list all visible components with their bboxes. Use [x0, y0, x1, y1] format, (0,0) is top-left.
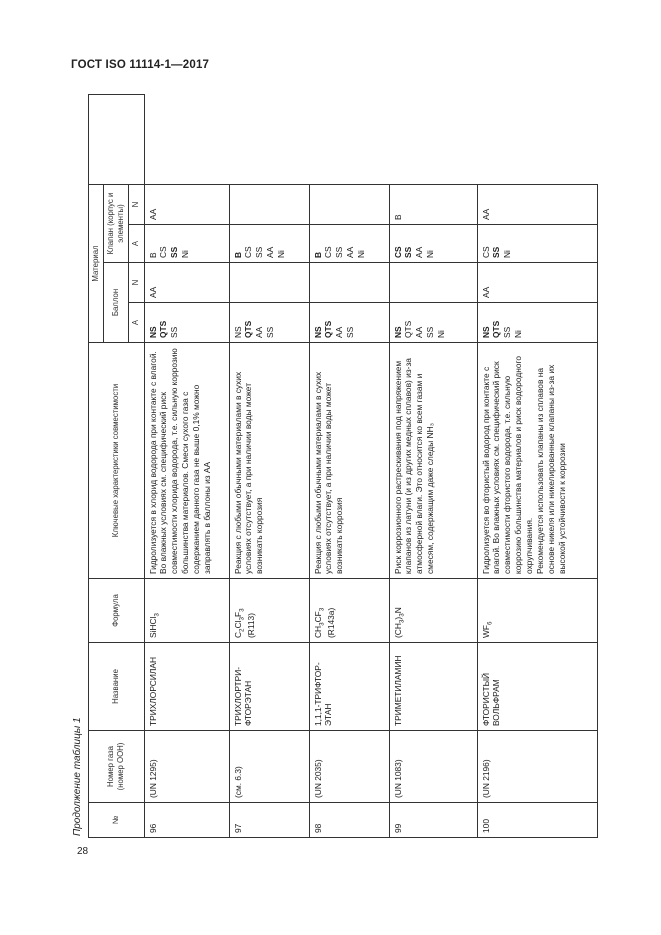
header-valve-a: A — [129, 225, 144, 263]
formula-text — [233, 583, 247, 638]
material-code: QTS — [323, 320, 334, 338]
table-row — [229, 94, 309, 837]
material-code: NS — [232, 326, 243, 338]
header-cylinder-a: A — [129, 303, 144, 343]
table-caption: Продолжение таблицы 1 — [72, 717, 83, 836]
header-valve: Клапан (корпус и элементы) — [104, 184, 129, 262]
valve-a — [477, 225, 597, 263]
header-cylinder-n: N — [129, 263, 144, 303]
material-code: B — [312, 251, 323, 258]
un-number: (UN 2035) — [309, 731, 389, 803]
characteristics-paragraph: Гидролизуется в хлорид водорода при контакте с влагой. Во влажных условиях см. специфический риск совместимости хлорида водорода, т.е. сильную коррозию большинства материалов. Смеси сухого газа с содержанием данного газа не выше 0,1% можно заправлять в баллоны из АА — [147, 348, 213, 574]
formula-text — [148, 583, 162, 638]
material-code: QTS — [403, 320, 414, 338]
formula — [477, 579, 597, 643]
material-code: AA — [414, 246, 425, 258]
material-code: QTS — [158, 320, 169, 338]
compatibility-table — [88, 94, 598, 838]
material-code: Ni — [356, 250, 367, 258]
material-code: Ni — [425, 250, 436, 258]
formula-part: ) — [392, 616, 403, 620]
material-code: AA — [265, 246, 276, 258]
header-empty — [89, 94, 145, 184]
formula-subscript: 3 — [398, 613, 406, 617]
header-formula: Формула — [89, 579, 145, 643]
formula-part: (CH — [392, 623, 403, 638]
gas-name: ФТОРИСТЫЙ ВОЛЬФРАМ — [477, 643, 597, 731]
formula-subscript: 3 — [318, 622, 326, 626]
valve-n — [144, 184, 229, 224]
material-code: CS — [323, 246, 334, 258]
characteristics-paragraph: Гидролизуется во фтористый водород при контакте с влагой. Во влажных условиях см. специфический риск совместимости фтористого водорода, т.е. сильную коррозию большинства материалов и риск водородного охрупчивания. — [480, 355, 535, 574]
material-code: SS — [254, 246, 265, 258]
formula-note: (R143a) — [326, 607, 337, 638]
material-code: Ni — [276, 250, 287, 258]
material-code: AA — [480, 286, 491, 298]
characteristics-paragraph: Реакция с любыми обычными материалами в сухих условиях отсутствует, а при наличии воды может возникать коррозия — [232, 371, 265, 574]
characteristics — [477, 343, 597, 579]
material-code: AA — [147, 286, 158, 298]
material-code: SS — [403, 246, 414, 258]
material-code: AA — [147, 208, 158, 220]
formula — [389, 579, 477, 643]
formula-part: C — [232, 631, 243, 638]
row-number: 98 — [309, 803, 389, 838]
header-name: Название — [89, 643, 145, 731]
valve-n — [229, 184, 309, 224]
formula-part: WF — [480, 624, 491, 638]
material-code: B — [147, 252, 158, 258]
formula-part: N — [392, 607, 403, 614]
material-code: NS — [392, 326, 403, 338]
formula-text — [313, 583, 327, 638]
cylinder-a — [229, 303, 309, 343]
gas-name: 1,1,1-ТРИФТОР-ЭТАН — [309, 643, 389, 731]
characteristics — [309, 343, 389, 579]
characteristics-paragraph: Реакция с любыми обычными материалами в сухих условиях отсутствует, а при наличии воды может возникать коррозия — [312, 371, 345, 574]
material-code: SS — [265, 326, 276, 338]
formula-part: SiHCl — [147, 616, 158, 638]
valve-n — [389, 184, 477, 224]
formula-text — [481, 583, 495, 638]
cylinder-n — [389, 263, 477, 303]
formula-subscript: 3 — [238, 608, 246, 612]
formula-part: CF — [312, 611, 323, 623]
characteristics — [144, 343, 229, 579]
characteristics-paragraph: Риск коррозионного растрескивания под напряжением клапанов из латуни (и из других медных сплавов) из-за атмосферной влаги. Это относится ко всем газам и смесям, содержащим даже следы NH₃ — [392, 358, 436, 574]
formula-subscript: 3 — [398, 619, 406, 624]
cylinder-n — [309, 263, 389, 303]
formula-part: Cl — [232, 620, 243, 629]
header-cylinder: Баллон — [104, 263, 129, 343]
formula-subscript: 3 — [238, 616, 246, 621]
table-row — [389, 94, 477, 837]
header-number: № — [89, 803, 145, 838]
material-code: AA — [480, 208, 491, 220]
header-valve-n: N — [129, 184, 144, 224]
material-code: AA — [345, 246, 356, 258]
characteristics-paragraph: Рекомендуется использовать клапаны из сплавов на основе никеля или никелированные клапаны из-за их высокой устойчивости к коррозии — [535, 364, 567, 574]
un-number: (см. 6.3) — [229, 731, 309, 803]
material-code: QTS — [491, 320, 502, 338]
valve-n — [477, 184, 597, 224]
valve-a — [389, 225, 477, 263]
gas-name: ТРИМЕТИЛАМИН — [389, 643, 477, 731]
material-code: CS — [243, 246, 254, 258]
characteristics — [389, 343, 477, 579]
cylinder-a — [389, 303, 477, 343]
cylinder-n — [144, 263, 229, 303]
material-code: SS — [334, 246, 345, 258]
material-code: AA — [254, 326, 265, 338]
cylinder-n — [477, 263, 597, 303]
header-un-number: Номер газа (номер ООН) — [89, 731, 145, 803]
material-code: AA — [414, 326, 425, 338]
header-characteristics: Ключевые характеристики совместимости — [89, 343, 145, 579]
material-code: CS — [480, 246, 491, 258]
material-code: AA — [334, 326, 345, 338]
formula-text — [393, 583, 407, 638]
rotated-content — [71, 94, 567, 838]
gas-name: ТРИХЛОРТРИ-ФТОРЭТАН — [229, 643, 309, 731]
formula-subscript: 6 — [486, 621, 494, 625]
material-code: NS — [312, 326, 323, 338]
un-number: (UN 2196) — [477, 731, 597, 803]
material-code: NS — [480, 326, 491, 338]
row-number: 100 — [477, 803, 597, 838]
valve-a — [309, 225, 389, 263]
cylinder-a — [144, 303, 229, 343]
material-code: B — [392, 214, 403, 220]
material-code: Ni — [502, 250, 513, 258]
cylinder-a — [309, 303, 389, 343]
valve-a — [229, 225, 309, 263]
formula-subscript: 3 — [318, 607, 326, 612]
table-row — [309, 94, 389, 837]
un-number: (UN 1295) — [144, 731, 229, 803]
header-material: Материал — [89, 184, 104, 342]
row-number: 99 — [389, 803, 477, 838]
row-number: 96 — [144, 803, 229, 838]
formula — [229, 579, 309, 643]
valve-a — [144, 225, 229, 263]
formula-subscript: 2 — [238, 628, 246, 632]
material-code: Ni — [436, 330, 447, 338]
page-number: 28 — [77, 846, 89, 857]
material-code: CS — [392, 246, 403, 258]
rotated-page-area — [71, 94, 567, 838]
formula-part: F — [232, 611, 243, 617]
material-code: Ni — [513, 330, 524, 338]
characteristics — [229, 343, 309, 579]
table-row — [144, 94, 229, 837]
row-number: 97 — [229, 803, 309, 838]
material-code: Ni — [180, 250, 191, 258]
formula-note: (R113) — [246, 613, 257, 638]
material-code: SS — [169, 326, 180, 338]
material-code: SS — [502, 326, 513, 338]
formula — [144, 579, 229, 643]
material-code: QTS — [243, 320, 254, 338]
material-code: SS — [169, 246, 180, 258]
table-row — [477, 94, 597, 837]
cylinder-a — [477, 303, 597, 343]
un-number: (UN 1083) — [389, 731, 477, 803]
formula-subscript: 3 — [153, 613, 161, 617]
material-code: NS — [147, 326, 158, 338]
valve-n — [309, 184, 389, 224]
document-header: ГОСТ ISO 11114-1—2017 — [71, 59, 210, 71]
formula — [309, 579, 389, 643]
formula-part: CH — [312, 625, 323, 638]
material-code: B — [232, 251, 243, 258]
material-code: SS — [345, 326, 356, 338]
cylinder-n — [229, 263, 309, 303]
material-code: SS — [491, 246, 502, 258]
material-code: CS — [158, 246, 169, 258]
gas-name: ТРИХЛОРСИЛАН — [144, 643, 229, 731]
material-code: SS — [425, 326, 436, 338]
